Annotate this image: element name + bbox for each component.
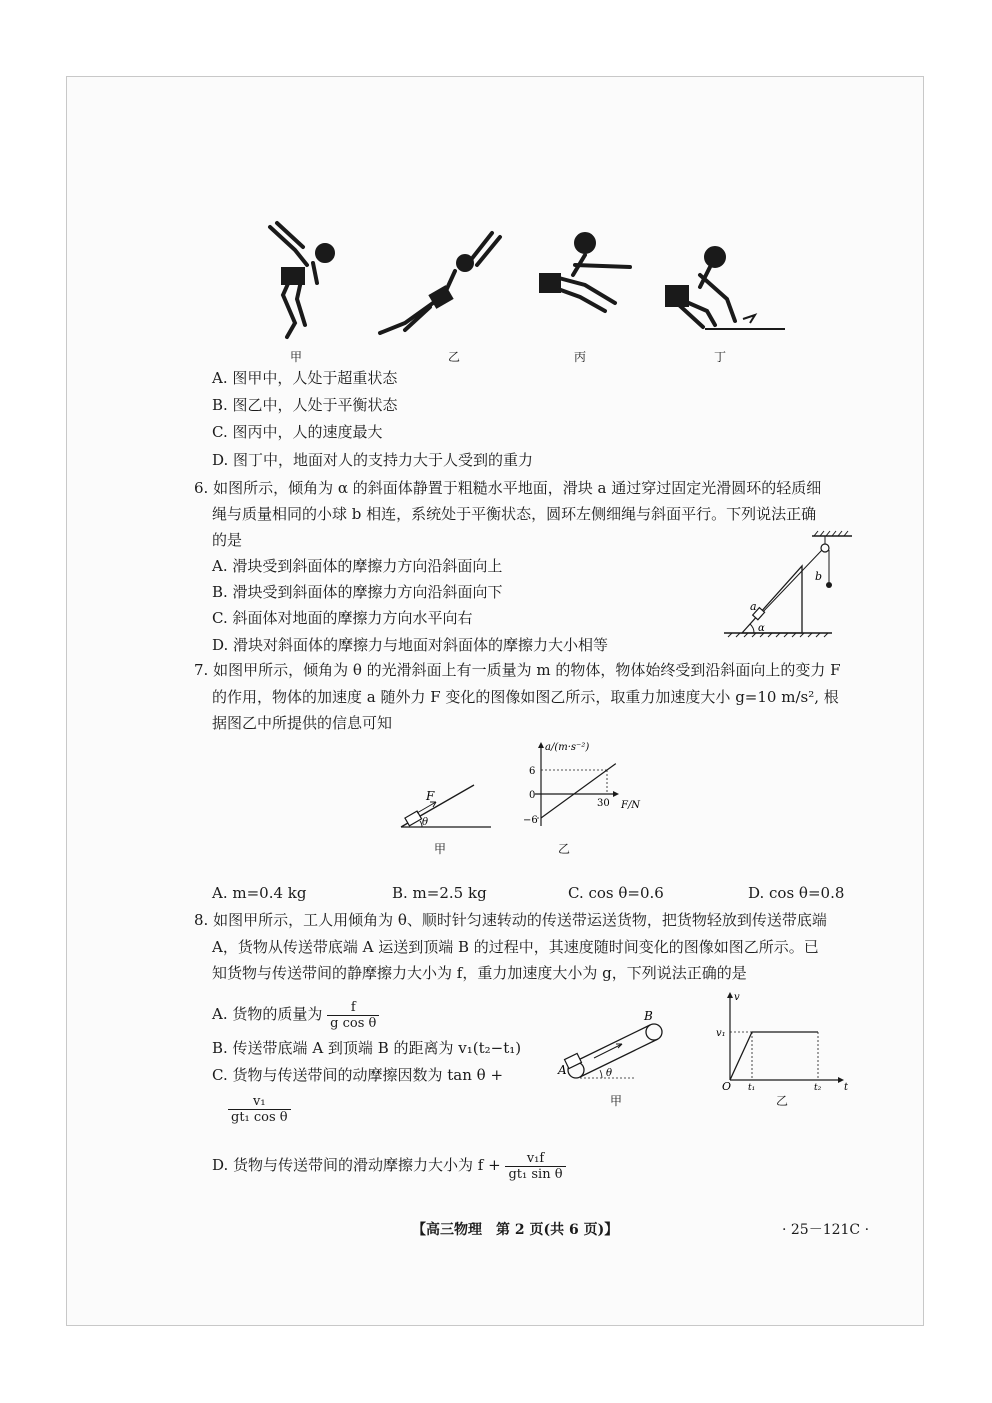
q7-option-d: D. cos θ=0.8 bbox=[748, 884, 845, 902]
q8-conveyor-diagram bbox=[556, 1010, 672, 1090]
q6-option-b: B. 滑块受到斜面体的摩擦力方向沿斜面向下 bbox=[212, 583, 503, 601]
q5-option-d: D. 图丁中，地面对人的支持力大于人受到的重力 bbox=[212, 451, 534, 469]
q6-stem-line-1: 6. 如图所示，倾角为 α 的斜面体静置于粗糙水平地面，滑块 a 通过穿过固定光滑圆环的轻质细 bbox=[194, 479, 822, 497]
q8-label-theta: θ bbox=[606, 1068, 613, 1079]
q7-stem-line-3: 据图乙中所提供的信息可知 bbox=[212, 714, 393, 732]
long-jump-figures bbox=[255, 215, 795, 345]
q7-option-b: B. m=2.5 kg bbox=[392, 884, 487, 902]
q8-label-B: B bbox=[644, 1010, 653, 1023]
q6-stem-line-2: 绳与质量相同的小球 b 相连，系统处于平衡状态，圆环左侧细绳与斜面平行。下列说法正确 bbox=[212, 505, 817, 523]
figure-yi-person bbox=[380, 233, 500, 333]
q8-option-c-fraction bbox=[228, 1094, 291, 1125]
q8-option-a-fraction bbox=[327, 1000, 379, 1031]
q6-option-c: C. 斜面体对地面的摩擦力方向水平向右 bbox=[212, 609, 473, 627]
q7-label-F: F bbox=[426, 789, 435, 803]
fig-caption-ding: 丁 bbox=[714, 350, 727, 364]
q8-stem-line-1: 8. 如图甲所示，工人用倾角为 θ、顺时针匀速转动的传送带运送货物，把货物轻放到传送带底端 bbox=[194, 911, 827, 929]
q7-option-c: C. cos θ=0.6 bbox=[568, 884, 664, 902]
q8-fig-caption-jia: 甲 bbox=[610, 1094, 623, 1108]
q7-acceleration-force-chart bbox=[515, 738, 655, 834]
q8-option-c-text: C. 货物与传送带间的动摩擦因数为 tan θ + bbox=[212, 1066, 504, 1084]
vt-label-v: v bbox=[734, 992, 740, 1003]
q6-stem-line-3: 的是 bbox=[212, 531, 243, 549]
q8-option-a bbox=[212, 997, 379, 1031]
fig-caption-yi: 乙 bbox=[448, 350, 461, 364]
q8-fig-caption-yi: 乙 bbox=[776, 1094, 789, 1108]
q7-label-theta: θ bbox=[422, 817, 429, 828]
q7-fig-caption-jia: 甲 bbox=[434, 842, 447, 856]
q7-stem-line-2: 的作用，物体的加速度 a 随外力 F 变化的图像如图乙所示，取重力加速度大小 g=10 m/s², 根 bbox=[212, 688, 839, 706]
footer-code: · 25－121C · bbox=[782, 1222, 870, 1238]
chart-y-tick-neg6: −6 bbox=[523, 815, 538, 826]
q8-stem-line-2: A，货物从传送带底端 A 运送到顶端 B 的过程中，其速度随时间变化的图像如图乙所示。已 bbox=[212, 938, 819, 956]
vt-label-t: t bbox=[844, 1082, 849, 1092]
q8-option-b: B. 传送带底端 A 到顶端 B 的距离为 v₁(t₂−t₁) bbox=[212, 1039, 522, 1057]
q6-incline-diagram bbox=[722, 530, 854, 642]
chart-y-tick-0: 0 bbox=[529, 790, 536, 801]
vt-curve bbox=[730, 1032, 818, 1080]
fraction-numerator: v₁ bbox=[228, 1094, 291, 1110]
q5-option-a: A. 图甲中，人处于超重状态 bbox=[212, 369, 398, 387]
fig-caption-jia: 甲 bbox=[290, 350, 303, 364]
q8-velocity-time-chart bbox=[714, 988, 854, 1092]
fraction-denominator: g cos θ bbox=[330, 1015, 377, 1031]
q7-fig-jia-incline bbox=[396, 780, 496, 832]
figure-bing-person bbox=[547, 234, 630, 311]
chart-ylabel: a/(m·s⁻²) bbox=[545, 742, 590, 753]
fraction-numerator: f bbox=[327, 1000, 379, 1016]
vt-label-origin: O bbox=[722, 1080, 732, 1092]
q7-fig-caption-yi: 乙 bbox=[558, 842, 571, 856]
fraction-denominator: gt₁ sin θ bbox=[508, 1166, 563, 1182]
q8-option-d bbox=[212, 1148, 566, 1182]
fraction-denominator: gt₁ cos θ bbox=[231, 1110, 288, 1125]
footer-title: 【高三物理 第 2 页(共 6 页)】 bbox=[412, 1222, 619, 1238]
vt-label-t2: t₂ bbox=[814, 1083, 822, 1092]
chart-series-line bbox=[541, 764, 616, 818]
q6-option-a: A. 滑块受到斜面体的摩擦力方向沿斜面向上 bbox=[212, 557, 503, 575]
fraction-numerator: v₁f bbox=[505, 1151, 565, 1167]
q6-label-a: a bbox=[750, 600, 757, 613]
chart-y-tick-6: 6 bbox=[529, 766, 536, 777]
q8-label-A: A bbox=[558, 1063, 567, 1077]
vt-label-v1: v₁ bbox=[716, 1028, 726, 1039]
q8-stem-line-3: 知货物与传送带间的静摩擦力大小为 f，重力加速度大小为 g，下列说法正确的是 bbox=[212, 964, 747, 982]
q7-stem-line-1: 7. 如图甲所示，倾角为 θ 的光滑斜面上有一质量为 m 的物体，物体始终受到沿斜面向上的变力 F bbox=[194, 661, 841, 679]
q6-label-b: b bbox=[815, 570, 823, 583]
q8-option-d-text: D. 货物与传送带间的滑动摩擦力大小为 f + bbox=[212, 1156, 501, 1174]
q7-option-a: A. m=0.4 kg bbox=[212, 884, 307, 902]
vt-label-t1: t₁ bbox=[748, 1083, 756, 1092]
fig-caption-bing: 丙 bbox=[574, 350, 587, 364]
q8-option-a-text: A. 货物的质量为 bbox=[212, 1005, 323, 1023]
q5-option-c: C. 图丙中，人的速度最大 bbox=[212, 423, 383, 441]
q8-option-d-fraction bbox=[505, 1151, 565, 1182]
q5-option-b: B. 图乙中，人处于平衡状态 bbox=[212, 396, 398, 414]
q6-option-d: D. 滑块对斜面体的摩擦力与地面对斜面体的摩擦力大小相等 bbox=[212, 636, 609, 654]
chart-x-tick-30: 30 bbox=[597, 798, 610, 809]
q6-label-alpha: α bbox=[758, 623, 765, 634]
chart-xlabel: F/N bbox=[621, 800, 641, 811]
